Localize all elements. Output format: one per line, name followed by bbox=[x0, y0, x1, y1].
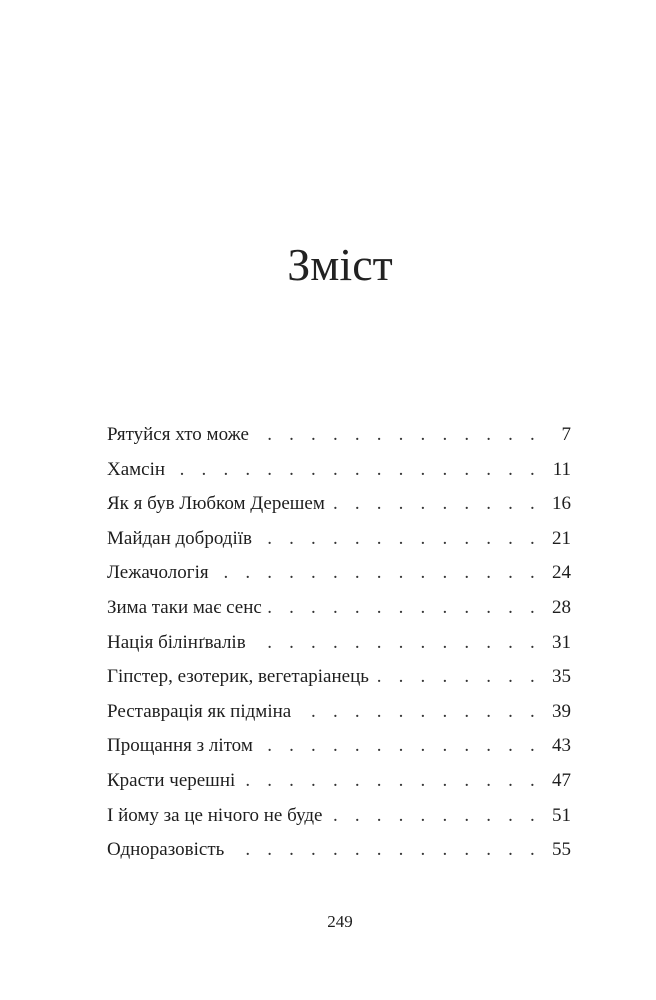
toc-entry-page: 7 bbox=[561, 424, 571, 445]
toc-entry-title: Гіпстер, езотерик, вегетаріанець bbox=[107, 666, 369, 688]
toc-entry-title: Як я був Любком Дерешем bbox=[107, 493, 325, 515]
toc-entry-title: І йому за це нічого не буде bbox=[107, 804, 323, 826]
toc-entry-title: Реставрація як підміна bbox=[107, 700, 292, 722]
toc-entry-title: Зима таки має сенс bbox=[107, 596, 262, 618]
toc-entry-title: Нація білінґвалів bbox=[107, 631, 246, 653]
dot-leader bbox=[250, 632, 541, 654]
dot-leader bbox=[373, 666, 541, 688]
toc-entry-page: 39 bbox=[552, 700, 571, 722]
toc-entry[interactable] bbox=[107, 701, 571, 736]
dot-leader bbox=[266, 597, 541, 619]
toc-entry-title: Прощання з літом bbox=[107, 735, 253, 757]
toc-entry[interactable] bbox=[107, 528, 571, 563]
toc-entry-page: 11 bbox=[552, 458, 571, 480]
toc-entry-page: 24 bbox=[552, 562, 571, 584]
dot-leader bbox=[329, 493, 541, 515]
toc-entry[interactable] bbox=[107, 735, 571, 770]
dot-leader bbox=[239, 770, 541, 792]
dot-leader bbox=[169, 459, 541, 481]
toc-entry-title: Красти черешні bbox=[107, 769, 236, 791]
toc-entry[interactable] bbox=[107, 562, 571, 597]
toc-entry-page: 31 bbox=[552, 631, 571, 653]
toc-entry-page: 51 bbox=[552, 804, 571, 826]
table-of-contents bbox=[107, 424, 571, 874]
toc-entry-page: 43 bbox=[552, 735, 571, 757]
toc-entry[interactable] bbox=[107, 632, 571, 667]
toc-entry[interactable] bbox=[107, 666, 571, 701]
toc-entry-page: 28 bbox=[552, 596, 571, 618]
toc-entry[interactable] bbox=[107, 493, 571, 528]
toc-entry-page: 16 bbox=[552, 493, 571, 515]
toc-entry[interactable] bbox=[107, 805, 571, 840]
toc-entry[interactable] bbox=[107, 770, 571, 805]
toc-entry[interactable] bbox=[107, 424, 571, 459]
dot-leader bbox=[257, 735, 541, 757]
toc-entry-page: 21 bbox=[552, 527, 571, 549]
page-title: Зміст bbox=[287, 239, 393, 290]
toc-entry-title: Одноразовість bbox=[107, 839, 225, 861]
toc-entry-title: Рятуйся хто може bbox=[107, 424, 249, 445]
dot-leader bbox=[326, 805, 541, 827]
dot-leader bbox=[256, 528, 541, 550]
toc-entry-title: Хамсін bbox=[107, 458, 166, 480]
dot-leader bbox=[228, 839, 541, 861]
toc-entry-page: 55 bbox=[552, 839, 571, 861]
dot-leader bbox=[295, 701, 541, 723]
dot-leader bbox=[213, 562, 541, 584]
toc-entry[interactable] bbox=[107, 459, 571, 494]
toc-entry-page: 35 bbox=[552, 666, 571, 688]
page-number: 249 bbox=[327, 912, 353, 931]
dot-leader bbox=[253, 424, 541, 446]
toc-entry[interactable] bbox=[107, 839, 571, 874]
toc-entry-title: Майдан добродіїв bbox=[107, 527, 252, 549]
toc-entry[interactable] bbox=[107, 597, 571, 632]
toc-entry-title: Лежачологія bbox=[107, 562, 209, 584]
toc-entry-page: 47 bbox=[552, 769, 571, 791]
